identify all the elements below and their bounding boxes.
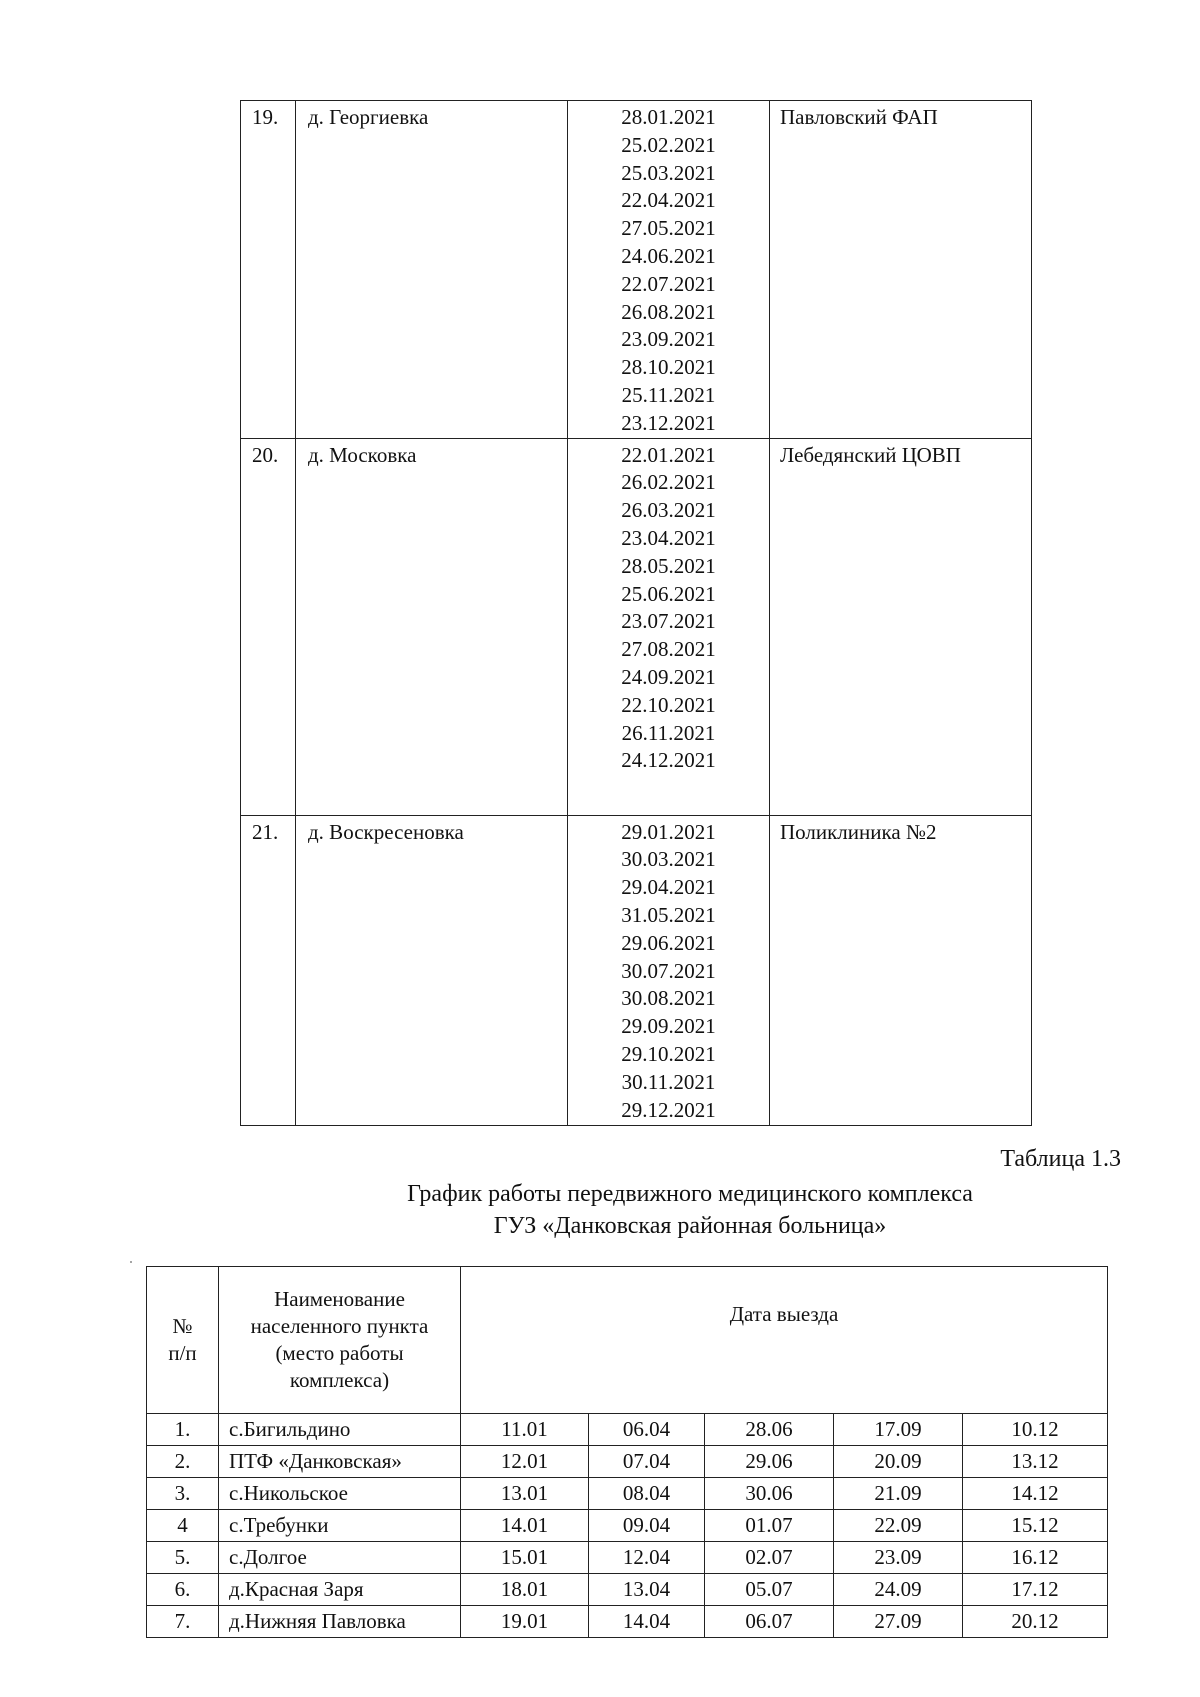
table-row (147, 1510, 1108, 1542)
row-number: 4 (147, 1510, 219, 1542)
visit-date: 23.04.2021 (621, 525, 716, 550)
visit-date: 26.02.2021 (621, 470, 716, 495)
departure-date: 24.09 (834, 1574, 963, 1606)
visit-date: 24.12.2021 (621, 748, 716, 773)
table-label: Таблица 1.3 (1000, 1146, 1121, 1172)
visit-date: 29.10.2021 (621, 1041, 716, 1066)
departure-date: 30.06 (705, 1478, 834, 1510)
row-number: 3. (147, 1478, 219, 1510)
visit-date: 22.07.2021 (621, 271, 716, 296)
visit-date: 23.09.2021 (621, 327, 716, 352)
visit-date: 30.07.2021 (621, 958, 716, 983)
row-number: 20. (241, 438, 296, 815)
header-dates: Дата выезда (461, 1267, 1108, 1414)
settlement-name: с.Бигильдино (219, 1414, 461, 1446)
departure-date: 20.09 (834, 1446, 963, 1478)
institution-name: Поликлиника №2 (770, 815, 1032, 1125)
table-row (147, 1542, 1108, 1574)
settlement-name: д. Московка (296, 438, 568, 815)
visit-date: 22.04.2021 (621, 188, 716, 213)
visit-date: 31.05.2021 (621, 902, 716, 927)
departure-date: 09.04 (589, 1510, 705, 1542)
institution-name: Павловский ФАП (770, 101, 1032, 439)
visit-dates-cell (568, 815, 770, 1125)
visit-date: 29.12.2021 (621, 1097, 716, 1122)
header-num-line-2: п/п (168, 1341, 197, 1365)
departure-date: 15.01 (461, 1542, 589, 1574)
departure-date: 06.04 (589, 1414, 705, 1446)
row-number: 19. (241, 101, 296, 439)
departure-date: 14.04 (589, 1606, 705, 1638)
visit-date: 24.06.2021 (621, 243, 716, 268)
departure-date: 13.01 (461, 1478, 589, 1510)
header-num (147, 1267, 219, 1414)
row-number: 2. (147, 1446, 219, 1478)
table-row (147, 1606, 1108, 1638)
visit-date: 22.01.2021 (621, 442, 716, 467)
departure-date: 07.04 (589, 1446, 705, 1478)
header-name (219, 1267, 461, 1414)
settlement-name: д. Георгиевка (296, 101, 568, 439)
header-name-line-3: (место работы (275, 1341, 404, 1365)
departure-date: 02.07 (705, 1542, 834, 1574)
departure-date: 10.12 (963, 1414, 1108, 1446)
schedule-table-continued (240, 100, 1032, 1126)
departure-date: 11.01 (461, 1414, 589, 1446)
departure-date: 12.04 (589, 1542, 705, 1574)
settlement-name: д.Нижняя Павловка (219, 1606, 461, 1638)
visit-date: 25.03.2021 (621, 160, 716, 185)
departure-date: 21.09 (834, 1478, 963, 1510)
table-title-line-2: ГУЗ «Данковская районная больница» (493, 1213, 887, 1239)
visit-date: 22.10.2021 (621, 692, 716, 717)
visit-date: 26.03.2021 (621, 498, 716, 523)
departure-date: 28.06 (705, 1414, 834, 1446)
departure-date: 29.06 (705, 1446, 834, 1478)
visit-date: 29.04.2021 (621, 875, 716, 900)
table-row (241, 815, 1032, 1125)
table-row (147, 1574, 1108, 1606)
schedule-table-body (241, 101, 1032, 1126)
visit-date: 25.06.2021 (621, 581, 716, 606)
institution-name: Лебедянский ЦОВП (770, 438, 1032, 815)
row-number: 1. (147, 1414, 219, 1446)
visit-date: 29.09.2021 (621, 1014, 716, 1039)
header-row (147, 1267, 1108, 1414)
row-number: 6. (147, 1574, 219, 1606)
visit-dates-cell (568, 438, 770, 815)
departure-date: 08.04 (589, 1478, 705, 1510)
scan-speck (130, 1261, 132, 1263)
visit-date: 30.11.2021 (621, 1069, 716, 1094)
table-title-line-1: График работы передвижного медицинского комплекса (407, 1181, 973, 1207)
visit-date: 28.05.2021 (621, 553, 716, 578)
settlement-name: д.Красная Заря (219, 1574, 461, 1606)
visit-dates-cell (568, 101, 770, 439)
header-name-line-1: Наименование (274, 1287, 405, 1311)
departure-date: 27.09 (834, 1606, 963, 1638)
visit-date: 23.12.2021 (621, 410, 716, 435)
departure-date: 16.12 (963, 1542, 1108, 1574)
header-name-line-2: населенного пункта (250, 1314, 429, 1338)
visit-date: 28.10.2021 (621, 355, 716, 380)
table-row (147, 1446, 1108, 1478)
mobile-complex-schedule-table (146, 1266, 1108, 1638)
departure-date: 20.12 (963, 1606, 1108, 1638)
departure-date: 06.07 (705, 1606, 834, 1638)
departure-date: 18.01 (461, 1574, 589, 1606)
settlement-name: с.Никольское (219, 1478, 461, 1510)
visit-date: 26.08.2021 (621, 299, 716, 324)
header-num-line-1: № (172, 1314, 193, 1338)
visit-date: 25.11.2021 (621, 382, 716, 407)
schedule-table-body-2 (147, 1414, 1108, 1638)
departure-date: 13.04 (589, 1574, 705, 1606)
settlement-name: с.Требунки (219, 1510, 461, 1542)
settlement-name: д. Воскресеновка (296, 815, 568, 1125)
table-row (241, 101, 1032, 439)
departure-date: 01.07 (705, 1510, 834, 1542)
departure-date: 17.09 (834, 1414, 963, 1446)
settlement-name: ПТФ «Данковская» (219, 1446, 461, 1478)
departure-date: 13.12 (963, 1446, 1108, 1478)
departure-date: 14.01 (461, 1510, 589, 1542)
row-number: 7. (147, 1606, 219, 1638)
visit-date: 27.05.2021 (621, 216, 716, 241)
settlement-name: с.Долгое (219, 1542, 461, 1574)
visit-date: 28.01.2021 (621, 105, 716, 129)
visit-date: 29.01.2021 (621, 819, 716, 844)
table-row (147, 1478, 1108, 1510)
visit-date: 27.08.2021 (621, 637, 716, 662)
departure-date: 05.07 (705, 1574, 834, 1606)
row-number: 5. (147, 1542, 219, 1574)
departure-date: 12.01 (461, 1446, 589, 1478)
departure-date: 22.09 (834, 1510, 963, 1542)
departure-date: 19.01 (461, 1606, 589, 1638)
visit-date: 23.07.2021 (621, 609, 716, 634)
visit-date: 25.02.2021 (621, 132, 716, 157)
row-number: 21. (241, 815, 296, 1125)
table-header (147, 1267, 1108, 1414)
visit-date: 30.08.2021 (621, 986, 716, 1011)
header-name-line-4: комплекса) (289, 1368, 390, 1392)
table-row (147, 1414, 1108, 1446)
departure-date: 17.12 (963, 1574, 1108, 1606)
visit-date: 30.03.2021 (621, 847, 716, 872)
visit-date: 26.11.2021 (621, 720, 716, 745)
departure-date: 15.12 (963, 1510, 1108, 1542)
visit-date: 29.06.2021 (621, 930, 716, 955)
departure-date: 14.12 (963, 1478, 1108, 1510)
table-row (241, 438, 1032, 815)
visit-date: 24.09.2021 (621, 664, 716, 689)
departure-date: 23.09 (834, 1542, 963, 1574)
